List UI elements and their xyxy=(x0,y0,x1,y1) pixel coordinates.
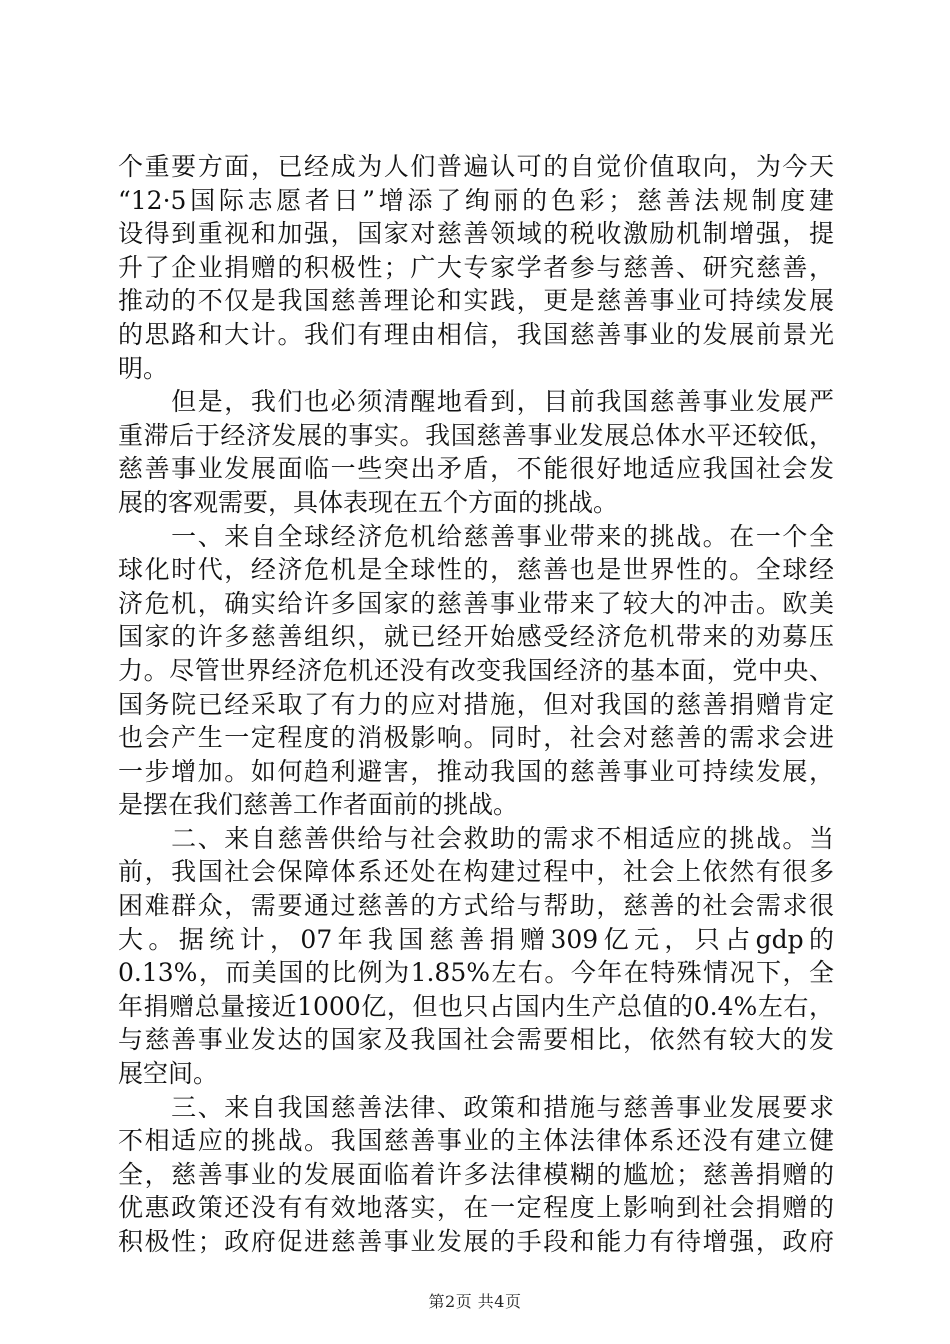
text-line: 济危机，确实给许多国家的慈善事业带来了较大的冲击。欧美 xyxy=(118,588,834,618)
text-line: 与慈善事业发达的国家及我国社会需要相比，依然有较大的发 xyxy=(118,1025,834,1055)
text-line: 三、来自我国慈善法律、政策和措施与慈善事业发展要求 xyxy=(118,1092,834,1122)
text-line: 0.13%，而美国的比例为1.85%左右。今年在特殊情况下，全 xyxy=(118,958,834,988)
text-line: 设得到重视和加强，国家对慈善领域的税收激励机制增强，提 xyxy=(118,219,834,249)
text-line: 前，我国社会保障体系还处在构建过程中，社会上依然有很多 xyxy=(118,857,834,887)
text-line: 不相适应的挑战。我国慈善事业的主体法律体系还没有建立健 xyxy=(118,1126,834,1156)
text-line: 推动的不仅是我国慈善理论和实践，更是慈善事业可持续发展 xyxy=(118,286,834,316)
text-line: 大。据统计，07年我国慈善捐赠309亿元，只占gdp的 xyxy=(118,924,834,954)
text-line: 一步增加。如何趋利避害，推动我国的慈善事业可持续发展， xyxy=(118,756,834,786)
text-line: 一、来自全球经济危机给慈善事业带来的挑战。在一个全 xyxy=(118,521,834,551)
text-line: 力。尽管世界经济危机还没有改变我国经济的基本面，党中央、 xyxy=(118,655,834,685)
text-line: 是摆在我们慈善工作者面前的挑战。 xyxy=(118,790,519,820)
text-line: 但是，我们也必须清醒地看到，目前我国慈善事业发展严 xyxy=(118,387,834,417)
text-line: 积极性；政府促进慈善事业发展的手段和能力有待增强，政府 xyxy=(118,1227,834,1256)
text-line: 全，慈善事业的发展面临着许多法律模糊的尴尬；慈善捐赠的 xyxy=(118,1159,834,1189)
text-line: 展的客观需要，具体表现在五个方面的挑战。 xyxy=(118,487,619,517)
text-line: 国家的许多慈善组织，就已经开始感受经济危机带来的劝募压 xyxy=(118,622,834,652)
text-line: 年捐赠总量接近1000亿，但也只占国内生产总值的0.4%左右， xyxy=(118,991,834,1021)
page-footer: 第2页 共4页 xyxy=(428,1292,522,1311)
text-line: 个重要方面，已经成为人们普遍认可的自觉价值取向，为今天 xyxy=(118,152,834,181)
text-line: 二、来自慈善供给与社会救助的需求不相适应的挑战。当 xyxy=(118,823,834,853)
text-line: 重滞后于经济发展的事实。我国慈善事业发展总体水平还较低， xyxy=(118,420,834,450)
text-line: “12·5国际志愿者日”增添了绚丽的色彩；慈善法规制度建 xyxy=(118,185,834,215)
text-line: 球化时代，经济危机是全球性的，慈善也是世界性的。全球经 xyxy=(118,555,834,585)
text-line: 国务院已经采取了有力的应对措施，但对我国的慈善捐赠肯定 xyxy=(118,689,834,719)
text-line: 的思路和大计。我们有理由相信，我国慈善事业的发展前景光 xyxy=(118,319,834,349)
text-line: 也会产生一定程度的消极影响。同时，社会对慈善的需求会进 xyxy=(118,723,834,753)
text-line: 慈善事业发展面临一些突出矛盾，不能很好地适应我国社会发 xyxy=(118,454,834,484)
body-text xyxy=(118,150,834,1259)
text-line: 优惠政策还没有有效地落实，在一定程度上影响到社会捐赠的 xyxy=(118,1193,834,1223)
text-line: 展空间。 xyxy=(118,1059,219,1089)
text-line: 明。 xyxy=(118,353,169,383)
text-line: 升了企业捐赠的积极性；广大专家学者参与慈善、研究慈善， xyxy=(118,252,834,282)
text-line: 困难群众，需要通过慈善的方式给与帮助，慈善的社会需求很 xyxy=(118,891,834,921)
